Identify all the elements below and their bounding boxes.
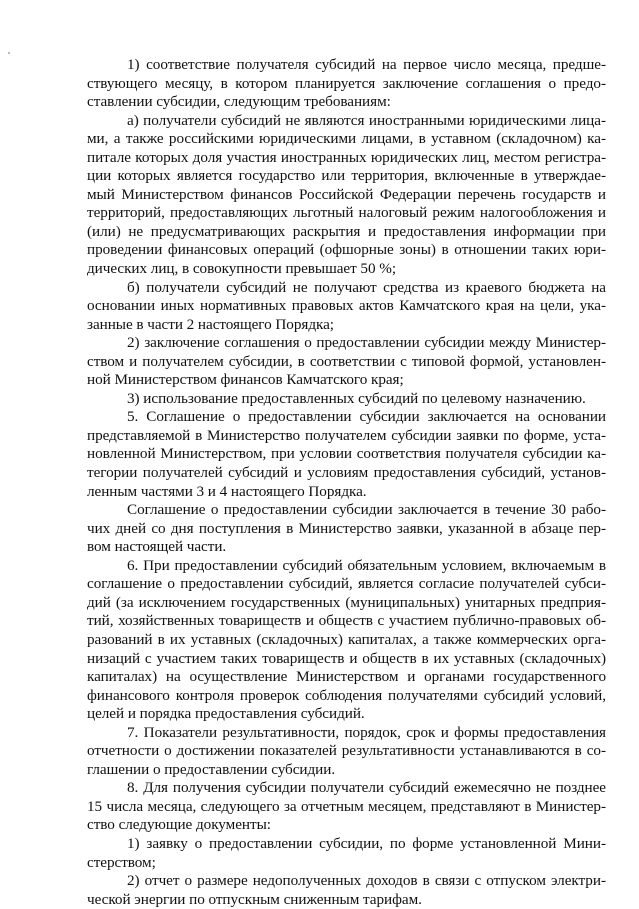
paragraph-5: 3) использование предоставленных субсидий по целевому назначению.	[127, 389, 586, 407]
paragraph-2: а) получатели субсидий не являются иностранными юридическими лицами, а также российскими юридическими лицами, в уставном (складочном) капитале которых доля участия иностранных юридических лиц, местом регистрации которых является государство или территория, включенные в утверждаемый Министерством финансов Российской Федерации перечень государств и территорий, предоставляющих льготный налоговый режим налогообложения и (или) не предусматривающих раскрытия и предоставления информации при проведении финансовых операций (офшорные зоны) в отношении таких юридических лиц, в совокупности превышает 50 %;	[87, 111, 606, 278]
paragraph-1: 1) соответствие получателя субсидий на первое число месяца, предшествующего месяцу, в котором планируется заключение соглашения о предоставлении субсидии, следующим требованиям:	[87, 56, 606, 111]
paragraph-3: б) получатели субсидий не получают средства из краевого бюджета на основании иных нормативных правовых актов Камчатского края на цели, указанные в части 2 настоящего Порядка;	[87, 278, 606, 333]
scan-artifact	[8, 52, 10, 54]
paragraph-11: 1) заявку о предоставлении субсидии, по форме установленной Министерством;	[87, 834, 606, 871]
paragraph-8: 6. При предоставлении субсидий обязательным условием, включаемым в соглашение о предоставлении субсидий, является согласие получателей субсидий (за исключением государственных (муниципальных) унитарных предприятий, хозяйственных товариществ и обществ с участием публично-правовых образований в их уставных (складочных) капиталах, а также коммерческих организаций с участием таких товариществ и обществ в их уставных (складочных) капиталах) на осуществление Министерством и органами государственного финансового контроля проверок соблюдения получателями субсидий условий, целей и порядка предоставления субсидий.	[87, 556, 606, 723]
paragraph-12: 2) отчет о размере недополученных доходов в связи с отпуском электрической энергии по отпускным сниженным тарифам.	[87, 872, 606, 908]
paragraph-7: Соглашение о предоставлении субсидии заключается в течение 30 рабочих дней со дня поступления в Министерство заявки, указанной в абзаце первом настоящей части.	[87, 501, 606, 556]
paragraph-9: 7. Показатели результативности, порядок, срок и формы предоставления отчетности о достижении показателей результативности устанавливаются в соглашении о предоставлении субсидии.	[87, 723, 606, 778]
paragraph-4: 2) заключение соглашения о предоставлении субсидии между Министерством и получателем субсидии, в соответствии с типовой формой, установленной Министерством финансов Камчатского края;	[87, 334, 606, 389]
paragraph-6: 5. Соглашение о предоставлении субсидии заключается на основании представляемой в Министерство получателем субсидии заявки по форме, установленной Министерством, при условии соответствия получателя субсидии категории получателей субсидий и условиям предоставления субсидий, установленным частями 3 и 4 настоящего Порядка.	[87, 408, 606, 500]
document-page	[87, 56, 606, 909]
paragraph-10: 8. Для получения субсидии получатели субсидий ежемесячно не позднее 15 числа месяца, следующего за отчетным месяцем, представляют в Министерство следующие документы:	[87, 779, 606, 834]
